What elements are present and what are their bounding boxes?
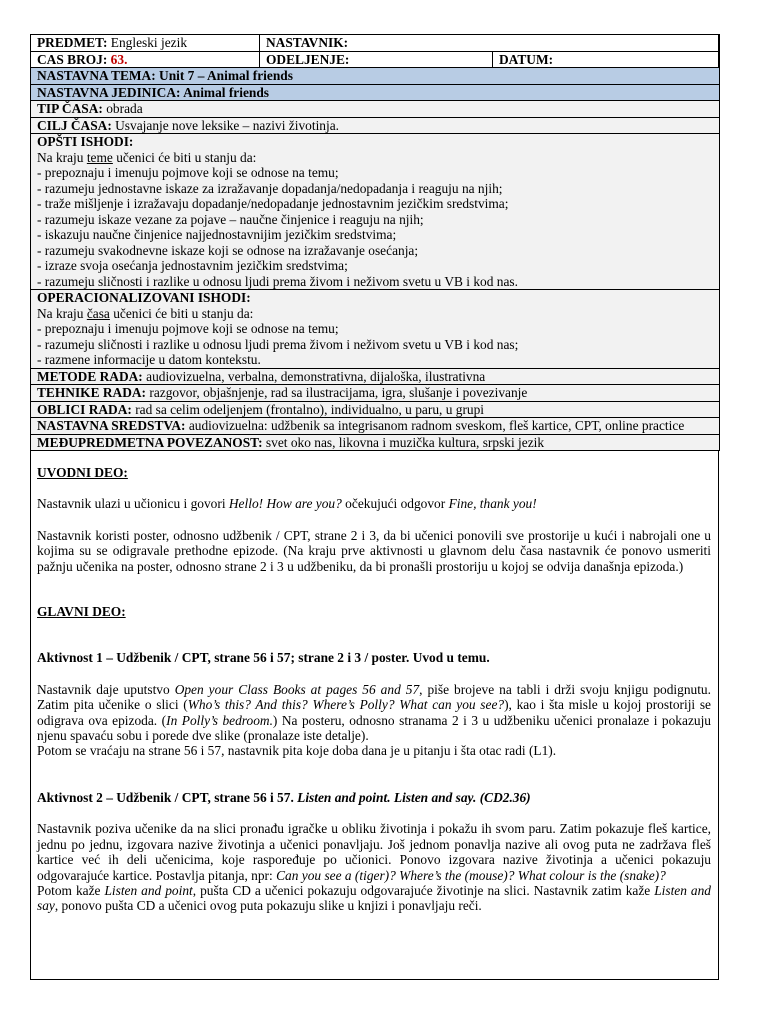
cilj-casa-cell (31, 117, 720, 134)
tip-casa-cell (31, 101, 720, 118)
row-sredstva (31, 418, 720, 435)
predmet-label: PREDMET: (37, 35, 108, 50)
aktivnost-1-paragraph-2: Potom se vraćaju na strane 56 i 57, nastavnik pita koje doba dana je u pitanju i šta otac radi (L1). (37, 743, 557, 759)
aktivnost-1-paragraph-1: Nastavnik daje uputstvo Open your Class Books at pages 56 and 57, piše brojeve na tabli i drži svoju knjigu podignutu. Zatim pita učenike o slici (Who’s this? And this? Where’s Polly? What can you see?), kao i šta misle u kojoj prostoriji se odigrava ova epizoda. (In Polly’s bedroom.) Na posteru, odnosno stranama 2 i 3 u udžbeniku učenici pronalaze i pokazuju njenu spavaću sobu i porede dve slike (pronalaze iste detalje). (37, 681, 711, 744)
glavni-deo-heading: GLAVNI DEO: (37, 604, 126, 620)
aktivnost-2-title: Aktivnost 2 – Udžbenik / CPT, strane 56 i 57. Listen and point. Listen and say. (CD2.36) (37, 789, 531, 805)
opsti-ishodi-intro: Na kraju teme učenici će biti u stanju da: (37, 149, 257, 165)
datum-label: DATUM: (499, 51, 554, 67)
operacionalizovani-cell (31, 290, 720, 369)
metode-value: audiovizuelna, verbalna, demonstrativna, dijaloška, ilustrativna (146, 368, 486, 384)
povezanost-cell (31, 434, 720, 451)
uvodni-paragraph-2: Nastavnik koristi poster, odnosno udžbenik / CPT, strane 2 i 3, da bi učenici ponovili sve prostorije u kući i nabrojali one u kojima su se odigravale prethodne epizode. (Na kraju prve aktivnosti u glavnom delu časa nastavnik će ponovo usmeriti pažnju učenika na poster, odnosno strane 2 i 3 u udžbeniku, da bi pronašli prostoriju u kojoj se odvija današnja epizoda.) (37, 527, 711, 574)
cas-broj-value: 63. (110, 51, 128, 67)
tehnike-cell (31, 385, 720, 402)
row-jedinica (31, 84, 720, 101)
datum-cell (493, 51, 720, 68)
cas-broj-label: CAS BROJ: (37, 51, 108, 67)
underlined-word: teme (86, 149, 113, 165)
operacionalizovani-label: OPERACIONALIZOVANI ISHODI: (37, 290, 251, 305)
row-tema (31, 68, 720, 85)
tehnike-label: TEHNIKE RADA: (37, 385, 146, 400)
oblici-cell (31, 401, 720, 418)
uvodni-deo-heading: UVODNI DEO: (37, 465, 128, 480)
povezanost-value: svet oko nas, likovna i muzička kultura, srpski jezik (265, 434, 545, 450)
aktivnost-2-paragraph-2: Potom kaže Listen and point, pušta CD a učenici pokazuju odgovarajuće životinje na slici. Nastavnik zatim kaže Listen and say, ponovo pušta CD a učenici ovog puta pokazuju slike u knjizi i ponavljaju reči. (37, 882, 712, 914)
operacionalizovani-item: - razmene informacije u datom kontekstu. (37, 352, 261, 367)
tip-casa-label: TIP ČASA: (37, 101, 103, 116)
tehnike-value: razgovor, objašnjenje, rad sa ilustracijama, igra, slušanje i povezivanje (149, 385, 528, 400)
opsti-ishodi-cell (31, 134, 720, 290)
sredstva-label: NASTAVNA SREDSTVA: (37, 418, 186, 433)
aktivnost-2-paragraph-1: Nastavnik poziva učenike da na slici pronađu igračke u obliku životinja i pokažu ih svom paru. Zatim pokazuje fleš kartice, jednu po jednu, izgovara nazive životinja a učenici ponavljaju. Još jednom ponavlja nazive ali ovog puta ne zadržava fleš kartice već ih deli učenicima, koje raspoređuje po učionici. Ponovo izgovara nazive životinja a učenici pokazuju odgovarajuće kartice. Postavlja pitanja, npr: Can you see a (tiger)? Where’s the (mouse)? What colour is the (snake)? (37, 821, 711, 883)
odeljenje-cell (260, 51, 493, 68)
aktivnost-1-title: Aktivnost 1 – Udžbenik / CPT, strane 56 i 57; strane 2 i 3 / poster. Uvod u temu. (37, 650, 490, 666)
row-cilj (31, 117, 720, 134)
oblici-label: OBLICI RADA: (37, 401, 132, 417)
operacionalizovani-item: - prepoznaju i imenuju pojmove koji se odnose na temu; (37, 321, 339, 336)
opsti-ishod-item: - prepoznaju i imenuju pojmove koji se odnose na temu; (37, 165, 339, 180)
underlined-word: časa (86, 305, 110, 321)
nastavnik-cell (260, 35, 720, 52)
row-tehnike (31, 385, 720, 402)
row-tip (31, 101, 720, 118)
cas-broj-cell (31, 51, 260, 68)
row-operacionalizovani (31, 290, 720, 369)
lesson-header-table (30, 34, 720, 451)
nastavnik-label: NASTAVNIK: (266, 35, 349, 50)
sredstva-cell (31, 418, 720, 435)
nastavna-tema: NASTAVNA TEMA: Unit 7 – Animal friends (31, 68, 720, 85)
metode-label: METODE RADA: (37, 368, 143, 384)
opsti-ishod-item: - razumeju sličnosti i razlike u odnosu ljudi prema živom i neživom svetu u VB i kod nas. (37, 273, 518, 289)
cilj-casa-label: CILJ ČASA: (37, 117, 112, 133)
oblici-value: rad sa celim odeljenjem (frontalno), individualno, u paru, u grupi (135, 401, 485, 417)
row-povezanost (31, 434, 720, 451)
uvodni-paragraph-1: Nastavnik ulazi u učionicu i govori Hello! How are you? očekujući odgovor Fine, thank you! (37, 496, 537, 512)
row-opsti-ishodi (31, 134, 720, 290)
nastavna-jedinica: NASTAVNA JEDINICA: Animal friends (31, 84, 720, 101)
opsti-ishodi-label: OPŠTI ISHODI: (37, 134, 134, 149)
opsti-ishod-item: - razumeju svakodnevne iskaze koji se odnose na izražavanje osećanja; (37, 242, 419, 258)
odeljenje-label: ODELJENJE: (266, 51, 350, 67)
sredstva-value: audiovizuelna: udžbenik sa integrisanom radnom sveskom, fleš kartice, CPT, online practice (188, 418, 685, 433)
opsti-ishod-item: - razumeju iskaze vezane za pojave – naučne činjenice i reaguju na njih; (37, 211, 424, 227)
lesson-plan-page (30, 34, 719, 980)
row-cas (31, 51, 720, 68)
operacionalizovani-item: - razumeju sličnosti i razlike u odnosu ljudi prema živom i neživom svetu u VB i kod nas; (37, 336, 519, 352)
povezanost-label: MEĐUPREDMETNA POVEZANOST: (37, 434, 263, 450)
predmet-value: Engleski jezik (110, 35, 188, 50)
operacionalizovani-intro: Na kraju časa učenici će biti u stanju da: (37, 305, 254, 321)
opsti-ishod-item: - razumeju jednostavne iskaze za izražavanje dopadanja/nedopadanja i reaguju na njih; (37, 180, 503, 196)
cilj-casa-value: Usvajanje nove leksike – nazivi životinja. (115, 117, 339, 133)
metode-cell (31, 368, 720, 385)
predmet-cell (31, 35, 260, 52)
row-metode (31, 368, 720, 385)
opsti-ishod-item: - traže mišljenje i izražavaju dopadanje/nedopadanje jednostavnim jezičkim sredstvima; (37, 196, 509, 211)
row-oblici (31, 401, 720, 418)
opsti-ishod-item: - izraze svoja osećanja jednostavnim jezičkim sredstvima; (37, 258, 348, 273)
opsti-ishod-item: - iskazuju naučne činjenice najjednostavnijim jezičkim sredstvima; (37, 227, 397, 242)
lesson-body (31, 465, 718, 914)
row-predmet (31, 35, 720, 52)
tip-casa-value: obrada (106, 101, 143, 116)
